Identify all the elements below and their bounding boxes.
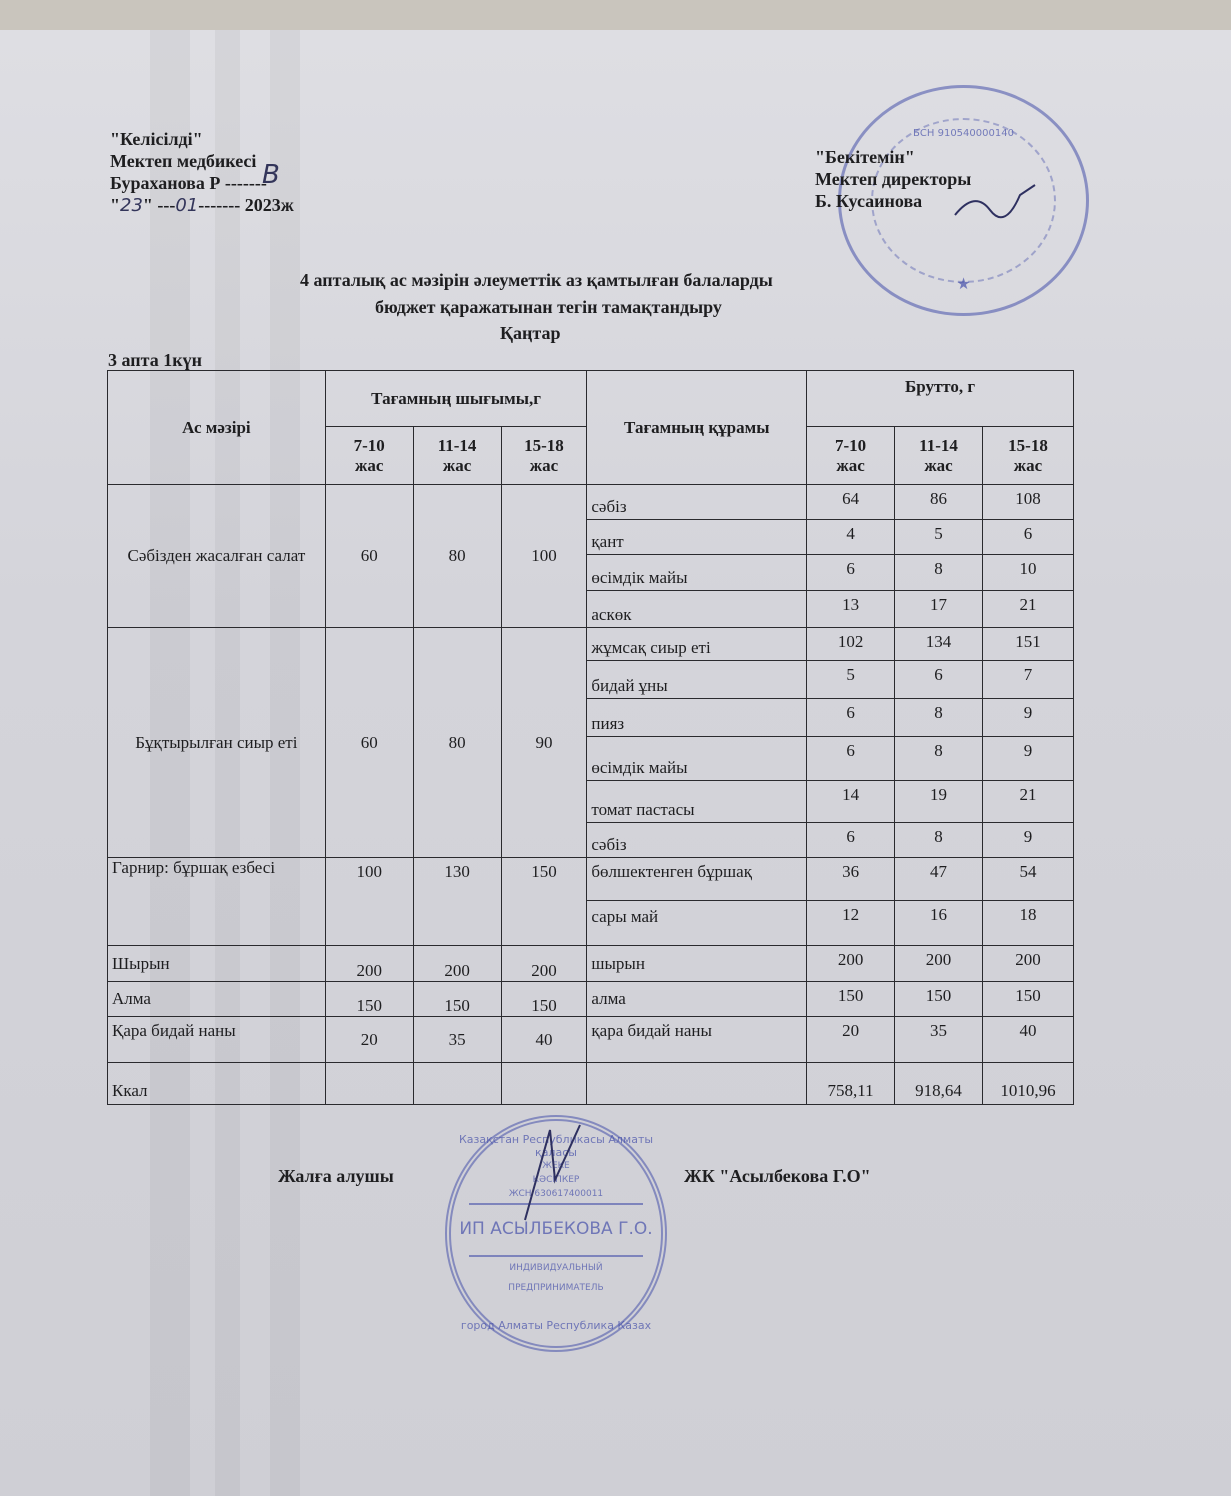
tenant-name: ЖК "Асылбекова Г.О" <box>684 1166 871 1186</box>
gross-value: 200 <box>807 946 895 982</box>
age-range: 11-14 <box>437 435 477 455</box>
title-line-2: бюджет қаражатынан тегін тамақтандыру <box>375 297 722 317</box>
gross-value: 21 <box>982 781 1073 823</box>
gross-value: 8 <box>895 823 983 858</box>
tenant-label: Жалға алушы <box>278 1166 394 1186</box>
gross-value: 17 <box>895 591 983 628</box>
header-age <box>895 427 983 485</box>
ingredient-name: бөлшектенген бұршақ <box>587 858 807 901</box>
age-range: 7-10 <box>353 435 385 455</box>
nurse-name-text: Бураханова Р ------- <box>110 173 267 193</box>
gross-value: 12 <box>807 901 895 946</box>
approved-label: "Бекітемін" <box>815 147 915 167</box>
dish-yield: 150 <box>501 858 587 946</box>
dish-yield: 100 <box>501 485 587 628</box>
age-range: 15-18 <box>1008 435 1048 455</box>
stamp-ring-top: Казақстан Республикасы Алматы қаласы <box>458 1133 654 1159</box>
header-age <box>982 427 1073 485</box>
dish-name: Гарнир: бұршақ езбесі <box>108 858 326 946</box>
kcal-row <box>108 1063 1074 1105</box>
nurse-signature: В <box>262 160 280 190</box>
gross-value: 13 <box>807 591 895 628</box>
table-row <box>108 982 1074 1017</box>
age-range: 7-10 <box>835 435 867 455</box>
dish-yield: 150 <box>413 982 501 1017</box>
gross-value: 108 <box>982 485 1073 520</box>
nurse-role: Мектеп медбикесі <box>110 151 257 171</box>
kcal-value: 1010,96 <box>982 1063 1073 1105</box>
gross-value: 8 <box>895 699 983 737</box>
dish-yield: 200 <box>501 946 587 982</box>
stamp-line: КӘСІПКЕР <box>532 1175 580 1185</box>
stamp-line: ПРЕДПРИНИМАТЕЛЬ <box>508 1283 604 1293</box>
dish-yield: 200 <box>413 946 501 982</box>
header-yield: Тағамның шығымы,г <box>325 371 587 427</box>
age-range: 11-14 <box>919 435 958 455</box>
dish-name: Алма <box>108 982 326 1017</box>
header-row-1 <box>108 371 1074 427</box>
age-unit: жас <box>924 455 953 475</box>
age-range: 15-18 <box>524 435 564 455</box>
stamp-bsn: БСН 910540000140 <box>913 128 1014 139</box>
tenant-signature <box>520 1120 590 1230</box>
ingredient-name: қара бидай наны <box>587 1017 807 1063</box>
title-line-1: 4 апталық ас мәзірін әлеуметтік аз қамтылған балаларды <box>300 270 773 290</box>
stamp-line: ИНДИВИДУАЛЬНЫЙ <box>469 1255 643 1273</box>
header-age <box>807 427 895 485</box>
gross-value: 4 <box>807 520 895 555</box>
approval-date <box>110 194 294 217</box>
gross-value: 200 <box>982 946 1073 982</box>
gross-value: 151 <box>982 628 1073 661</box>
ingredient-name: шырын <box>587 946 807 982</box>
dish-yield: 150 <box>501 982 587 1017</box>
ingredient-name: сәбіз <box>587 485 807 520</box>
gross-value: 10 <box>982 555 1073 591</box>
age-unit: жас <box>529 455 559 475</box>
gross-value: 8 <box>895 555 983 591</box>
menu-table <box>107 370 1074 1105</box>
gross-value: 19 <box>895 781 983 823</box>
age-unit: жас <box>355 455 384 475</box>
header-composition: Тағамның құрамы <box>587 371 807 485</box>
table-row <box>108 485 1074 520</box>
date-year: ------- 2023ж <box>198 195 294 215</box>
gross-value: 86 <box>895 485 983 520</box>
table-row <box>108 628 1074 661</box>
gross-value: 6 <box>807 555 895 591</box>
header-age <box>501 427 587 485</box>
age-unit: жас <box>442 455 472 475</box>
dish-yield: 80 <box>413 628 501 858</box>
table-row <box>108 1017 1074 1063</box>
gross-value: 6 <box>807 737 895 781</box>
gross-value: 5 <box>807 661 895 699</box>
dish-yield: 60 <box>325 485 413 628</box>
kcal-value: 918,64 <box>895 1063 983 1105</box>
gross-value: 5 <box>895 520 983 555</box>
gross-value: 14 <box>807 781 895 823</box>
dish-yield: 60 <box>325 628 413 858</box>
gross-value: 102 <box>807 628 895 661</box>
gross-value: 35 <box>895 1017 983 1063</box>
gross-value: 8 <box>895 737 983 781</box>
empty-cell <box>501 1063 587 1105</box>
director-role: Мектеп директоры <box>815 169 972 189</box>
ingredient-name: қант <box>587 520 807 555</box>
dish-name: Бұқтырылған сиыр еті <box>108 628 326 858</box>
gross-value: 150 <box>895 982 983 1017</box>
dish-yield: 200 <box>325 946 413 982</box>
stamp-line: ЖСН 630617400011 <box>469 1189 643 1205</box>
empty-cell <box>325 1063 413 1105</box>
title-month: Қаңтар <box>500 323 561 343</box>
dish-yield: 20 <box>325 1017 413 1063</box>
kcal-label: Ккал <box>108 1063 326 1105</box>
ingredient-name: өсімдік майы <box>587 737 807 781</box>
gross-value: 16 <box>895 901 983 946</box>
gross-value: 7 <box>982 661 1073 699</box>
gross-value: 21 <box>982 591 1073 628</box>
stamp-ring-bottom: город Алматы Республика Казах <box>460 1319 652 1332</box>
dish-name: Қара бидай наны <box>108 1017 326 1063</box>
date-month: 01 <box>175 195 199 216</box>
gross-value: 54 <box>982 858 1073 901</box>
star-icon: ★ <box>956 274 971 293</box>
gross-value: 9 <box>982 699 1073 737</box>
agreed-label: "Келісілді" <box>110 129 203 149</box>
director-signature <box>950 180 1040 230</box>
gross-value: 47 <box>895 858 983 901</box>
gross-value: 64 <box>807 485 895 520</box>
date-quote: " <box>110 195 120 215</box>
dish-yield: 150 <box>325 982 413 1017</box>
kcal-value: 758,11 <box>807 1063 895 1105</box>
dish-yield: 80 <box>413 485 501 628</box>
gross-value: 20 <box>807 1017 895 1063</box>
gross-value: 200 <box>895 946 983 982</box>
age-unit: жас <box>836 455 865 475</box>
stamp-line: ЖЕКЕ <box>542 1161 570 1171</box>
approval-block-director <box>815 146 971 212</box>
gross-value: 6 <box>982 520 1073 555</box>
ingredient-name: пияз <box>587 699 807 737</box>
header-gross: Брутто, г <box>807 371 1074 427</box>
ingredient-name: аскөк <box>587 591 807 628</box>
header-age <box>325 427 413 485</box>
table-row <box>108 858 1074 901</box>
ingredient-name: алма <box>587 982 807 1017</box>
ingredient-name: бидай ұны <box>587 661 807 699</box>
ingredient-name: сары май <box>587 901 807 946</box>
empty-cell <box>413 1063 501 1105</box>
gross-value: 6 <box>895 661 983 699</box>
director-name: Б. Кусаинова <box>815 191 923 211</box>
gross-value: 9 <box>982 737 1073 781</box>
gross-value: 150 <box>982 982 1073 1017</box>
dish-yield: 40 <box>501 1017 587 1063</box>
header-age <box>413 427 501 485</box>
gross-value: 6 <box>807 823 895 858</box>
week-day-label: 3 апта 1күн <box>108 350 202 370</box>
ingredient-name: сәбіз <box>587 823 807 858</box>
gross-value: 9 <box>982 823 1073 858</box>
header-menu: Ас мәзірі <box>108 371 326 485</box>
empty-cell <box>587 1063 807 1105</box>
ingredient-name: томат пастасы <box>587 781 807 823</box>
dish-yield: 35 <box>413 1017 501 1063</box>
date-day: 23 <box>120 195 143 216</box>
table-row <box>108 946 1074 982</box>
stamp-name: ИП АСЫЛБЕКОВА Г.О. <box>459 1219 653 1239</box>
gross-value: 6 <box>807 699 895 737</box>
date-sep: " --- <box>142 195 176 215</box>
gross-value: 40 <box>982 1017 1073 1063</box>
dish-name: Шырын <box>108 946 326 982</box>
dish-yield: 100 <box>325 858 413 946</box>
age-unit: жас <box>1013 455 1043 475</box>
gross-value: 134 <box>895 628 983 661</box>
dish-name: Сәбізден жасалған салат <box>108 485 326 628</box>
ingredient-name: өсімдік майы <box>587 555 807 591</box>
gross-value: 150 <box>807 982 895 1017</box>
gross-value: 18 <box>982 901 1073 946</box>
gross-value: 36 <box>807 858 895 901</box>
dish-yield: 90 <box>501 628 587 858</box>
ingredient-name: жұмсақ сиыр еті <box>587 628 807 661</box>
dish-yield: 130 <box>413 858 501 946</box>
